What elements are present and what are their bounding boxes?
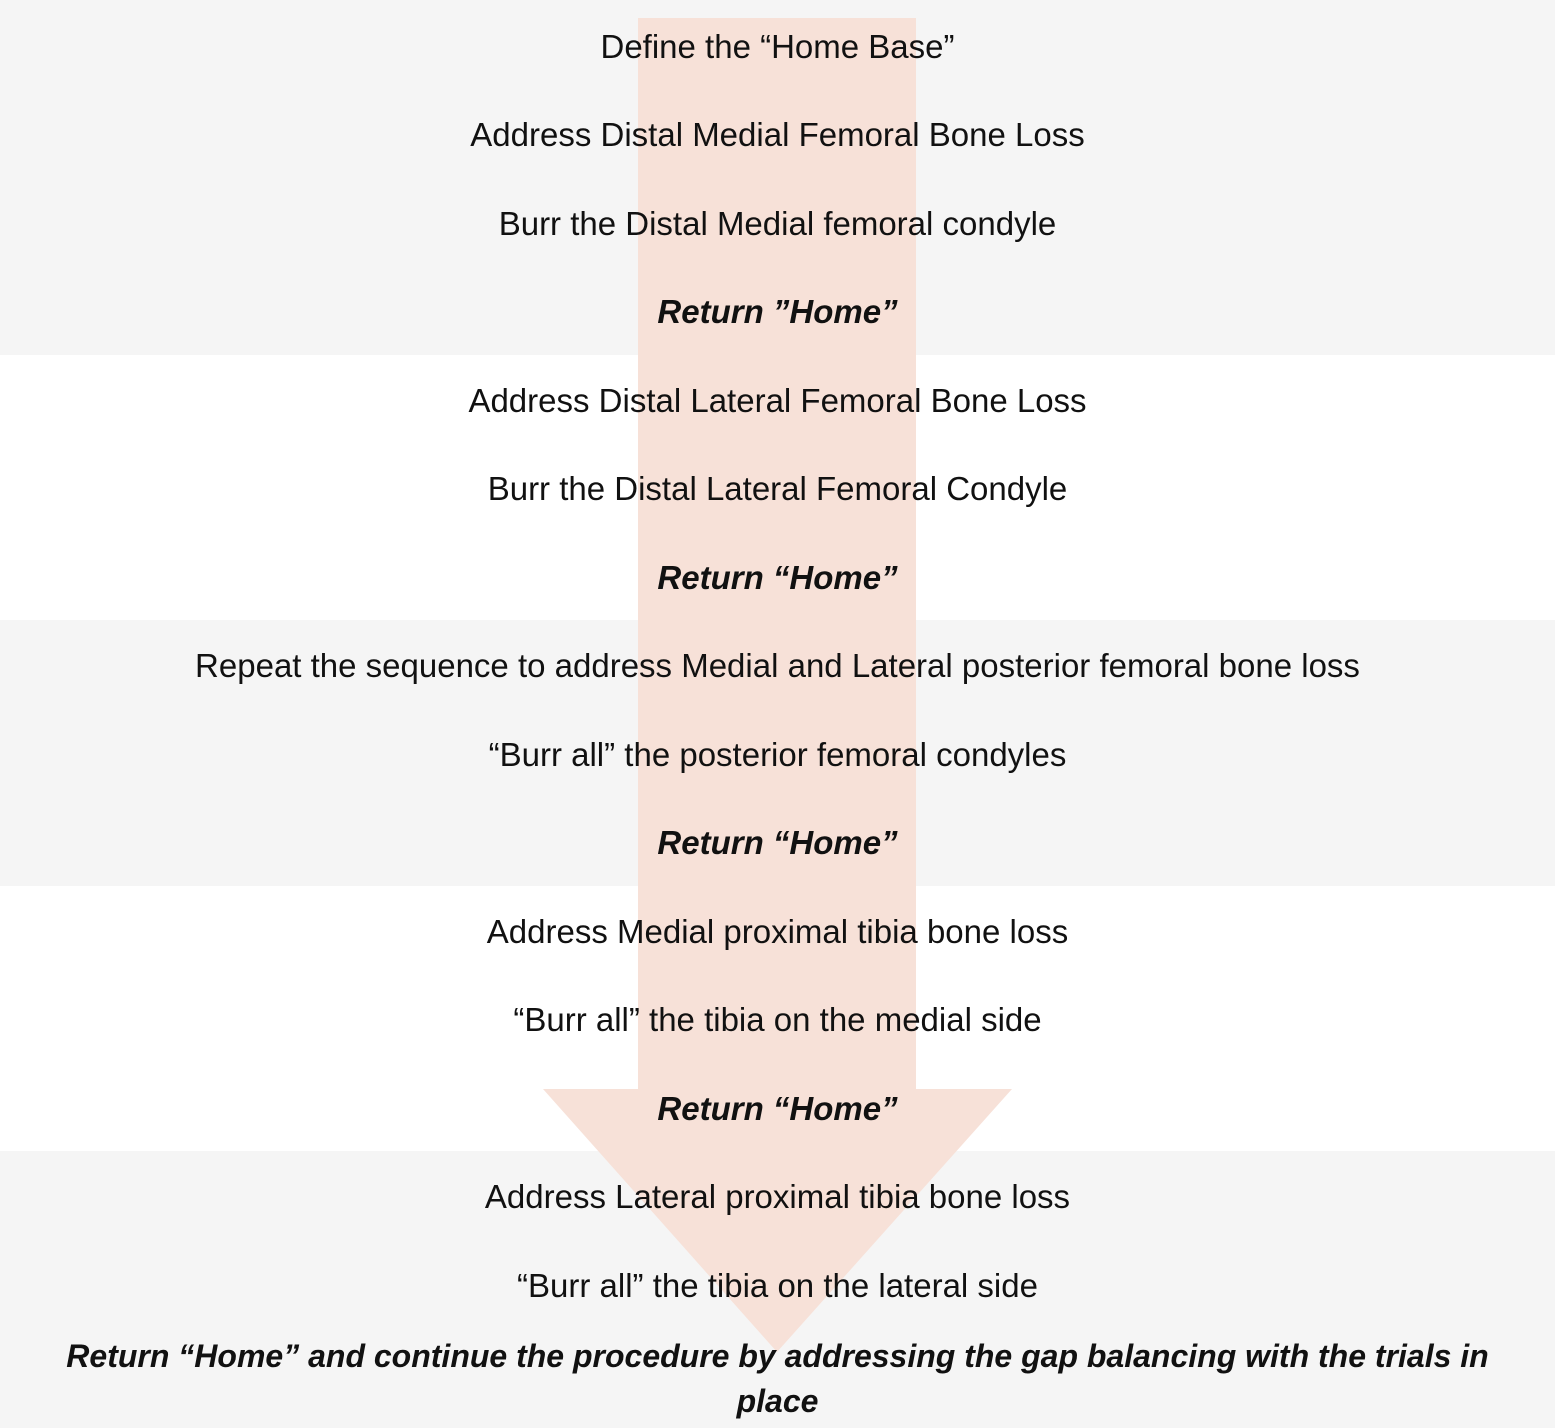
step-address-lateral-tibia: Address Lateral proximal tibia bone loss [484, 1178, 1071, 1215]
step-return-home-3: Return “Home” [657, 824, 898, 861]
step-return-home-1: Return ”Home” [657, 293, 898, 330]
step-address-distal-lateral: Address Distal Lateral Femoral Bone Loss [468, 382, 1087, 419]
step-burr-all-posterior: “Burr all” the posterior femoral condyles [488, 736, 1067, 773]
step-return-home-4: Return “Home” [657, 1090, 898, 1127]
step-burr-distal-medial: Burr the Distal Medial femoral condyle [498, 205, 1057, 242]
step-define-home-base: Define the “Home Base” [600, 28, 955, 65]
step-final-return-home: Return “Home” and continue the procedure by addressing the gap balancing with the trials in place [66, 1338, 1489, 1419]
step-address-medial-tibia: Address Medial proximal tibia bone loss [486, 913, 1069, 950]
step-address-distal-medial: Address Distal Medial Femoral Bone Loss [470, 116, 1085, 153]
step-burr-all-medial-tibia: “Burr all” the tibia on the medial side [513, 1001, 1042, 1038]
step-burr-all-lateral-tibia: “Burr all” the tibia on the lateral side [517, 1267, 1038, 1304]
step-burr-distal-lateral: Burr the Distal Lateral Femoral Condyle [487, 470, 1068, 507]
step-return-home-2: Return “Home” [657, 559, 898, 596]
step-repeat-posterior: Repeat the sequence to address Medial and Lateral posterior femoral bone loss [195, 647, 1360, 684]
